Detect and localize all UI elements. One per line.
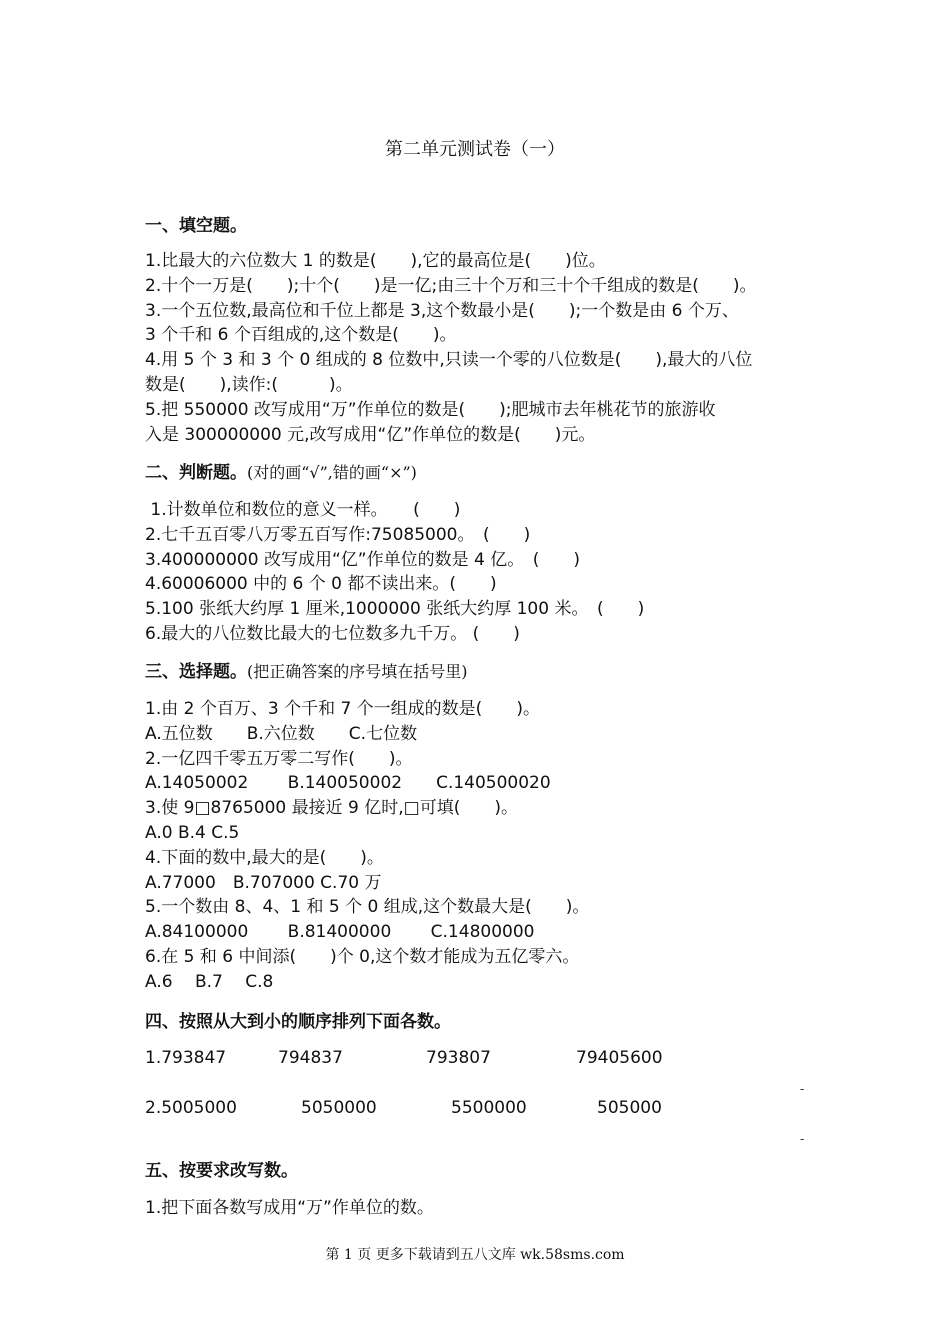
section-multiple-choice bbox=[145, 660, 825, 684]
question-line: 6.在 5 和 6 中间添( )个 0,这个数才能成为五亿零六。 bbox=[145, 946, 580, 967]
question-line: 5.100 张纸大约厚 1 厘米,1000000 张纸大约厚 100 米。 ( ) bbox=[145, 599, 645, 620]
section-heading-note: (把正确答案的序号填在括号里) bbox=[247, 662, 468, 681]
question-line: 3 个千和 6 个百组成的,这个数是( )。 bbox=[145, 325, 457, 346]
question-line: 1.把下面各数写成用“万”作单位的数。 bbox=[145, 1198, 434, 1218]
ordering-number: 5050000 bbox=[301, 1098, 377, 1118]
ordering-number: 1.793847 bbox=[145, 1048, 227, 1068]
section-fill-in bbox=[145, 214, 825, 238]
page-title: 第二单元测试卷（一） bbox=[385, 139, 565, 160]
section-heading: 一、填空题。 bbox=[145, 216, 247, 236]
ordering-number: 79405600 bbox=[576, 1048, 663, 1068]
section-fill-in-questions bbox=[145, 249, 825, 447]
section-heading: 五、按要求改写数。 bbox=[145, 1161, 298, 1181]
page-footer: 第 1 页 更多下载请到五八文库 wk.58sms.com bbox=[325, 1247, 625, 1263]
answer-dash: - bbox=[800, 1082, 805, 1096]
section-ordering bbox=[145, 1010, 825, 1034]
section-rewrite bbox=[145, 1159, 825, 1183]
question-line: 1.由 2 个百万、3 个千和 7 个一组成的数是( )。 bbox=[145, 699, 540, 719]
ordering-number: 2.5005000 bbox=[145, 1098, 237, 1118]
section-heading-note: (对的画“√”,错的画“×”) bbox=[247, 463, 417, 482]
question-line: 3.使 9□8765000 最接近 9 亿时,□可填( )。 bbox=[145, 798, 518, 819]
ordering-number: 794837 bbox=[278, 1048, 343, 1068]
question-line: 数是( ),读作:( )。 bbox=[145, 374, 353, 395]
question-line: 4.用 5 个 3 和 3 个 0 组成的 8 位数中,只读一个零的八位数是( ),最大的八位 bbox=[145, 350, 753, 371]
question-line: 3.400000000 改写成用“亿”作单位的数是 4 亿。 ( ) bbox=[145, 549, 580, 570]
question-line: 2.七千五百零八万零五百写作:75085000。 ( ) bbox=[145, 524, 531, 545]
choice-line: A.14050002 B.140050002 C.140500020 bbox=[145, 773, 551, 794]
choice-line: A.84100000 B.81400000 C.14800000 bbox=[145, 922, 535, 943]
question-line: 4.60006000 中的 6 个 0 都不读出来。( ) bbox=[145, 574, 497, 595]
question-line: 3.一个五位数,最高位和千位上都是 3,这个数最小是( );一个数是由 6 个万、 bbox=[145, 300, 739, 321]
section-true-false-questions bbox=[145, 498, 825, 647]
section-rewrite-questions bbox=[145, 1196, 825, 1221]
question-line: 入是 300000000 元,改写成用“亿”作单位的数是( )元。 bbox=[145, 424, 596, 445]
ordering-number: 505000 bbox=[597, 1098, 662, 1118]
section-heading-title: 三、选择题。 bbox=[145, 662, 247, 682]
question-line: 6.最大的八位数比最大的七位数多九千万。 ( ) bbox=[145, 623, 520, 644]
section-heading-title: 二、判断题。 bbox=[145, 463, 247, 483]
question-line: 1.计数单位和数位的意义一样。 ( ) bbox=[145, 500, 461, 520]
answer-dash: - bbox=[800, 1132, 805, 1146]
section-heading bbox=[145, 461, 825, 485]
section-heading bbox=[145, 660, 825, 684]
question-line: 1.比最大的六位数大 1 的数是( ),它的最高位是( )位。 bbox=[145, 251, 606, 271]
question-line: 5.一个数由 8、4、1 和 5 个 0 组成,这个数最大是( )。 bbox=[145, 897, 590, 918]
question-line: 4.下面的数中,最大的是( )。 bbox=[145, 847, 384, 868]
question-line: 2.一亿四千零五万零二写作( )。 bbox=[145, 748, 413, 769]
question-line: 2.十个一万是( );十个( )是一亿;由三十个万和三十个千组成的数是( )。 bbox=[145, 275, 757, 296]
choice-line: A.五位数 B.六位数 C.七位数 bbox=[145, 723, 418, 744]
section-true-false bbox=[145, 461, 825, 485]
choice-line: A.0 B.4 C.5 bbox=[145, 822, 240, 843]
section-multiple-choice-questions bbox=[145, 697, 825, 995]
choice-line: A.77000 B.707000 C.70 万 bbox=[145, 872, 382, 893]
choice-line: A.6 B.7 C.8 bbox=[145, 971, 274, 992]
question-line: 5.把 550000 改写成用“万”作单位的数是( );肥城市去年桃花节的旅游收 bbox=[145, 399, 716, 420]
ordering-number: 793807 bbox=[426, 1048, 491, 1068]
section-heading: 四、按照从大到小的顺序排列下面各数。 bbox=[145, 1012, 451, 1032]
ordering-number: 5500000 bbox=[451, 1098, 527, 1118]
